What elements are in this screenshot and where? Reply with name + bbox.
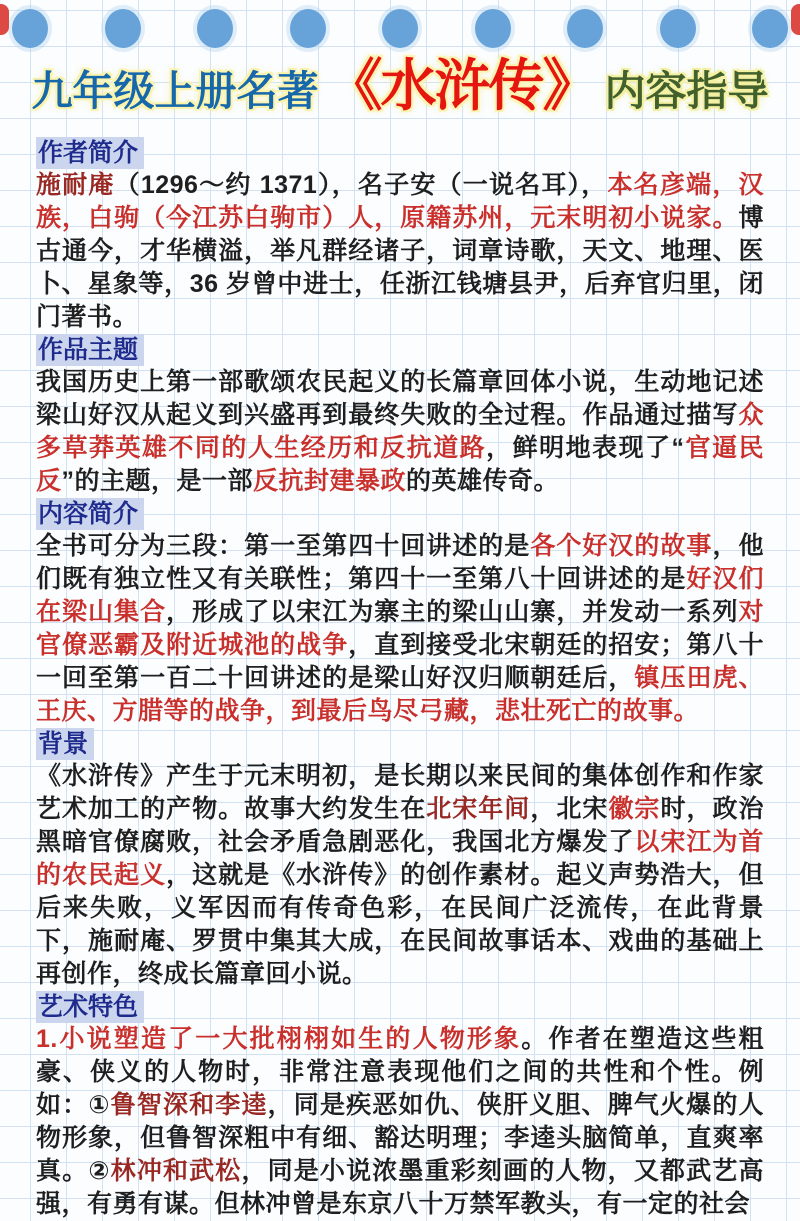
text-run: ，他们既有独立性又有关联性；第四十一至第八十回讲述的是 [36,532,764,593]
corner-decoration-left [0,4,9,35]
text-run: ，直到接受北宋朝廷的招安；第八十一回至第一百二十回讲述的是梁山好汉归顺朝廷后， [36,631,764,692]
section-background [36,728,764,991]
section-heading-synopsis: 内容简介 [36,498,144,530]
text-run: ”的主题，是一部 [61,467,254,495]
text-run: ，鲜明地表现了“ [486,434,685,462]
highlighted-text-run: 好汉们在梁山集合 [36,565,764,626]
section-theme [36,334,764,498]
section-synopsis [36,498,764,728]
text-run: ，这就是《水浒传》的创作素材。起义声势浩大，但后来失败，义军因而有传奇色彩，在民间广泛流传，在此背景下，施耐庵、罗贯中集其大成，在民间故事话本、戏曲的基础上再创作，终成长篇章回小说。 [36,861,764,988]
highlighted-text-run: 徽宗 [608,795,661,823]
dot-icon [475,9,511,48]
dot-icon [290,9,326,48]
text-run: 。作者在塑造这些粗豪、侠义的人物时，非常注意表现他们之间的共性和个性。例如：① [36,1025,764,1119]
title-topic-text: 内容指导 [604,68,769,114]
dot-icon [660,9,696,48]
section-paragraph-background [36,760,764,991]
section-paragraph-artistic-features [36,1023,764,1221]
dot-icon [382,9,418,48]
dot-icon [567,9,603,48]
highlighted-text-run: 反抗封建暴政 [253,467,407,495]
section-heading-artistic-features: 艺术特色 [36,991,144,1023]
dot-icon [752,9,788,48]
content-area [0,125,800,1221]
highlighted-text-run: 众多草莽英雄不同的人生经历和反抗道路 [36,401,764,462]
text-run: 全书可分为三段：第一至第四十回讲述的是 [36,532,531,560]
highlighted-text-run: 本名彦端，汉族，白驹（今江苏白驹市）人，原籍苏州，元末明初小说家。 [36,171,764,232]
section-author-intro [36,137,764,334]
section-heading-theme: 作品主题 [36,334,144,366]
dot-row-decoration [0,0,800,48]
text-run: ，同是疾恶如仇、侠肝义胆、脾气火爆的人物形象，但鲁智深粗中有细、豁达明理；李逵头脑简单，直爽率真。② [36,1091,764,1185]
page-title [0,56,800,125]
title-grade-text: 九年级上册名著 [31,68,319,114]
text-run: ，同是小说浓墨重彩刻画的人物，又都武艺高强，有勇有谋。但林冲曾是东京八十万禁军教头，有一定的社会 [36,1157,764,1218]
highlighted-text-run: 以宋江为首的农民起义 [36,828,764,889]
highlighted-text-run: 官逼民反 [36,434,764,495]
text-run: ，形成了以宋江为寨主的梁山山寨，并发动一系列 [166,598,739,626]
section-heading-background: 背景 [36,728,94,760]
dot-icon [105,9,141,48]
section-paragraph-theme [36,366,764,498]
highlighted-text-run: 鲁智深和李逵 [110,1091,268,1119]
text-run: ，北宋 [530,795,609,823]
section-paragraph-synopsis [36,530,764,728]
section-paragraph-author-intro [36,169,764,334]
highlighted-text-run: 施耐庵 [36,171,115,199]
highlighted-text-run: 1.小说塑造了一大批栩栩如生的人物形象 [36,1025,522,1053]
text-run: 我国历史上第一部歌颂农民起义的长篇章回体小说，生动地记述梁山好汉从起义到兴盛再到最终失败的全过程。作品通过描写 [36,368,764,429]
highlighted-text-run: 镇压田虎、王庆、方腊等的战争，到最后鸟尽弓藏，悲壮死亡的故事。 [36,664,764,725]
title-book-name: 《水浒传》 [326,56,597,118]
section-artistic-features [36,991,764,1221]
text-run: 时，政治黑暗官僚腐败，社会矛盾急剧恶化，我国北方爆发了 [36,795,764,856]
highlighted-text-run: 北宋年间 [426,795,531,823]
highlighted-text-run: 对官僚恶霸及附近城池的战争 [36,598,764,659]
text-run: 《水浒传》产生于元末明初，是长期以来民间的集体创作和作家艺术加工的产物。故事大约发生在 [36,762,764,823]
text-run: 的英雄传奇。 [406,467,560,495]
text-run: （1296～约 1371），名子安（一说名耳）， [114,171,608,199]
text-run: 博古通今，才华横溢，举凡群经诸子，词章诗歌，天文、地理、医卜、星象等，36 岁曾中进士，任浙江钱塘县尹，后弃官归里，闭门著书。 [36,204,764,331]
section-heading-author-intro: 作者简介 [36,137,144,169]
dot-icon [12,9,48,48]
highlighted-text-run: 各个好汉的故事 [530,532,713,560]
dot-icon [197,9,233,48]
corner-decoration-right [791,4,800,35]
highlighted-text-run: 林冲和武松 [110,1157,242,1185]
